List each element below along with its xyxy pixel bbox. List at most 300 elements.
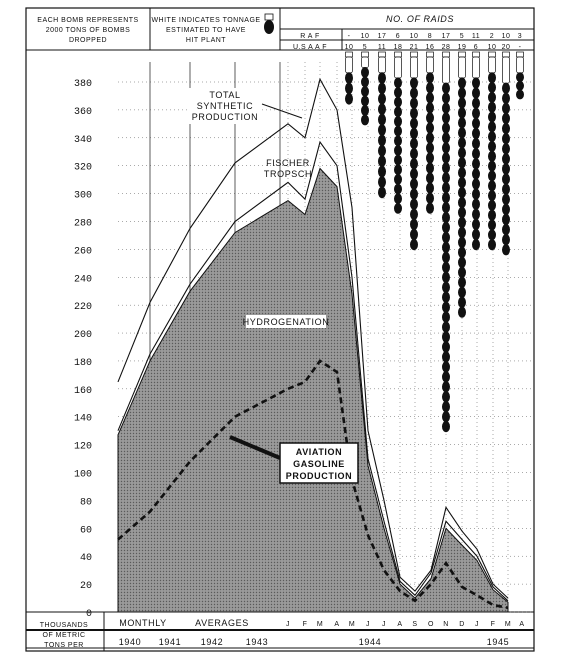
bomb-segment xyxy=(410,98,418,109)
bomb-segment xyxy=(442,212,450,223)
white-legend xyxy=(151,14,274,44)
bomb-segment xyxy=(502,93,510,104)
bomb-segment xyxy=(426,142,434,153)
bomb-segment xyxy=(442,341,450,352)
bomb-tail-fin xyxy=(411,52,418,57)
raf-count: 3 xyxy=(517,33,523,40)
bomb-segment xyxy=(502,194,510,205)
bomb-segment xyxy=(442,242,450,253)
month-label: F xyxy=(490,621,496,628)
bomb-legend-line: DROPPED xyxy=(68,37,108,44)
month-label: D xyxy=(459,621,465,628)
bomb-segment xyxy=(410,118,418,129)
raf-count: 10 xyxy=(360,33,370,40)
bomb-tail-fin xyxy=(395,52,402,57)
bomb-segment xyxy=(361,86,369,97)
year-1945-label: 1945 xyxy=(486,637,510,647)
bomb-segment xyxy=(410,88,418,99)
bomb-tail-fin xyxy=(379,52,386,57)
month-label: J xyxy=(366,621,370,628)
bomb-column xyxy=(458,52,466,318)
usaaf-count: 16 xyxy=(425,44,435,51)
bomb-segment xyxy=(378,72,386,84)
bomb-segment xyxy=(516,81,524,91)
bomb-segment xyxy=(442,93,450,104)
bomb-segment xyxy=(442,122,450,133)
bomb-segment xyxy=(472,199,480,210)
bomb-segment xyxy=(426,203,434,214)
bomb-segment xyxy=(458,237,466,248)
bomb-segment xyxy=(442,371,450,382)
annotation-line: TROPSCH xyxy=(263,169,313,179)
bomb-segment xyxy=(502,184,510,195)
bomb-segment xyxy=(394,203,402,214)
bomb-hit-portion xyxy=(459,57,466,78)
bomb-legend-icon xyxy=(264,14,274,34)
bomb-segment xyxy=(394,184,402,195)
bomb-segment xyxy=(442,272,450,283)
bomb-segment xyxy=(502,133,510,144)
bomb-segment xyxy=(488,92,496,103)
bomb-segment xyxy=(394,164,402,175)
raf-count: 5 xyxy=(459,33,465,40)
bomb-segment xyxy=(410,138,418,149)
usaaf-count: 11 xyxy=(377,44,387,51)
bomb-segment xyxy=(458,147,466,158)
bomb-segment xyxy=(378,83,386,95)
bomb-segment xyxy=(472,158,480,169)
total-synthetic-label xyxy=(188,88,262,124)
bomb-segment xyxy=(361,67,369,78)
bomb-segment xyxy=(472,77,480,88)
bomb-tail-fin xyxy=(489,52,496,57)
annotation-line: FISCHER xyxy=(266,158,310,168)
bomb-segment xyxy=(394,116,402,127)
bomb-segment xyxy=(442,132,450,143)
bomb-segment xyxy=(378,166,386,178)
bomb-segment xyxy=(502,123,510,134)
usaaf-count: 6 xyxy=(473,44,479,51)
bomb-segment xyxy=(502,244,510,255)
bomb-segment xyxy=(361,77,369,88)
bomb-segment xyxy=(502,153,510,164)
bomb-segment xyxy=(426,193,434,204)
bomb-segment xyxy=(458,197,466,208)
bomb-column xyxy=(472,52,480,250)
bomb-segment xyxy=(502,163,510,174)
bomb-segment xyxy=(472,229,480,240)
bomb-segment xyxy=(426,102,434,113)
year-label: 1941 xyxy=(158,637,182,647)
bomb-column xyxy=(345,52,353,105)
bomb-segment xyxy=(378,155,386,167)
raf-count: 2 xyxy=(489,33,495,40)
bomb-segment xyxy=(472,118,480,129)
month-label: M xyxy=(504,621,512,628)
bomb-segment xyxy=(488,112,496,123)
bomb-segment xyxy=(410,168,418,179)
bomb-segment xyxy=(378,135,386,147)
y-tick-label: 340 xyxy=(73,134,92,146)
bomb-segment xyxy=(410,229,418,240)
bomb-segment xyxy=(442,262,450,273)
bomb-segment xyxy=(502,83,510,94)
month-label: N xyxy=(443,621,449,628)
y-tick-label: 320 xyxy=(73,162,92,174)
bomb-tail-fin xyxy=(473,52,480,57)
x-axis-labels xyxy=(119,621,525,647)
bomb-segment xyxy=(472,189,480,200)
bomb-segment xyxy=(458,307,466,318)
usaaf-count: 5 xyxy=(362,44,368,51)
bomb-segment xyxy=(394,126,402,137)
bomb-segment xyxy=(472,88,480,99)
bomb-tail-fin xyxy=(443,52,450,57)
bomb-segment xyxy=(442,152,450,163)
bomb-segment xyxy=(488,141,496,152)
bomb-segment xyxy=(442,292,450,303)
bomb-segment xyxy=(442,112,450,123)
bomb-tail-fin xyxy=(346,52,353,57)
bomb-segment xyxy=(442,172,450,183)
bomb-segment xyxy=(378,93,386,105)
bomb-segment xyxy=(458,137,466,148)
bomb-segment xyxy=(442,142,450,153)
month-label: M xyxy=(316,621,324,628)
bomb-segment xyxy=(488,72,496,83)
y-tick-label: 260 xyxy=(73,246,92,258)
averages-label: AVERAGES xyxy=(195,618,249,628)
bomb-segment xyxy=(458,127,466,138)
bomb-segment xyxy=(426,183,434,194)
annotation-line: GASOLINE xyxy=(293,459,345,469)
bomb-tail-fin xyxy=(427,52,434,57)
bomb-column xyxy=(426,52,434,214)
annotation-line: PRODUCTION xyxy=(191,112,259,122)
bomb-hit-portion xyxy=(427,57,434,73)
bomb-segment xyxy=(378,145,386,157)
raf-count: 10 xyxy=(409,33,419,40)
year-1944-label: 1944 xyxy=(358,637,382,647)
y-tick-label: 0 xyxy=(85,609,92,620)
bomb-segment xyxy=(442,232,450,243)
raids-title: NO. OF RAIDS xyxy=(385,14,455,24)
fischer-tropsch-label xyxy=(264,158,312,179)
raf-label: R A F xyxy=(300,33,320,40)
white-legend-line: HIT PLANT xyxy=(185,37,227,44)
usaaf-count: 10 xyxy=(487,44,497,51)
bomb-segment xyxy=(442,252,450,263)
y-tick-label: 80 xyxy=(79,497,92,509)
bomb-segment xyxy=(394,174,402,185)
bomb-segment xyxy=(488,102,496,113)
y-tick-label: 160 xyxy=(73,385,92,397)
y-tick-label: 220 xyxy=(73,302,92,314)
bomb-segment xyxy=(458,287,466,298)
bomb-segment xyxy=(345,93,353,105)
bomb-segment xyxy=(442,351,450,362)
bomb-segment xyxy=(378,187,386,199)
y-tick-label: 240 xyxy=(73,274,92,286)
bomb-column xyxy=(502,52,510,255)
bomb-tail-fin xyxy=(362,52,369,57)
month-label: O xyxy=(428,621,434,628)
usaaf-label: U.S A A F xyxy=(292,44,328,51)
bomb-segment xyxy=(442,162,450,173)
bomb-segment xyxy=(345,83,353,95)
bomb-segment xyxy=(472,138,480,149)
bomb-hit-portion xyxy=(411,57,418,78)
hydrogenation-label xyxy=(243,315,330,328)
bomb-column xyxy=(488,52,496,250)
bomb-legend xyxy=(37,17,138,44)
monthly-label: MONTHLY xyxy=(119,618,167,628)
month-label: M xyxy=(348,621,356,628)
y-tick-label: 380 xyxy=(73,79,92,90)
bomb-segment xyxy=(394,135,402,146)
bomb-tail-fin xyxy=(503,52,510,57)
y-tick-label: 120 xyxy=(73,441,92,453)
bomb-segment xyxy=(458,97,466,108)
unit-line: TONS PER xyxy=(44,642,84,649)
bomb-segment xyxy=(488,151,496,162)
bomb-segment xyxy=(442,322,450,333)
bomb-segment xyxy=(410,108,418,119)
month-label: A xyxy=(334,621,340,628)
bomb-segment xyxy=(488,229,496,240)
bomb-segment xyxy=(442,381,450,392)
raf-count: 17 xyxy=(441,33,451,40)
annotation-line: HYDROGENATION xyxy=(242,317,330,327)
bomb-segment xyxy=(458,267,466,278)
bomb-segment xyxy=(426,132,434,143)
bomb-segment xyxy=(502,204,510,215)
usaaf-count: 28 xyxy=(441,44,451,51)
bomb-segment xyxy=(488,200,496,211)
bomb-segment xyxy=(458,87,466,98)
bomb-segment xyxy=(502,113,510,124)
bomb-segment xyxy=(472,219,480,230)
bomb-hit-portion xyxy=(346,57,353,73)
bomb-segment xyxy=(458,247,466,258)
y-tick-label: 40 xyxy=(79,553,92,565)
bomb-segment xyxy=(458,217,466,228)
bomb-hit-portion xyxy=(517,57,524,73)
bomb-segment xyxy=(502,224,510,235)
bomb-segment xyxy=(516,90,524,100)
usaaf-count: 20 xyxy=(501,44,511,51)
y-tick-label: 100 xyxy=(73,469,92,481)
bomb-segment xyxy=(488,131,496,142)
bomb-segment xyxy=(488,239,496,250)
bomb-segment xyxy=(410,209,418,220)
bomb-segment xyxy=(361,115,369,126)
bomb-segment xyxy=(488,220,496,231)
bomb-segment xyxy=(410,189,418,200)
month-label: A xyxy=(519,621,525,628)
usaaf-count: 10 xyxy=(344,44,354,51)
year-label: 1940 xyxy=(118,637,142,647)
bomb-hit-portion xyxy=(362,57,369,68)
bomb-segment xyxy=(442,83,450,94)
unit-label xyxy=(40,622,88,649)
white-legend-line: WHITE INDICATES TONNAGE xyxy=(151,17,261,24)
bomb-segment xyxy=(426,173,434,184)
bomb-segment xyxy=(394,145,402,156)
y-tick-label: 200 xyxy=(73,330,92,342)
white-legend-line: ESTIMATED TO HAVE xyxy=(166,27,246,34)
bomb-segment xyxy=(426,82,434,93)
bomb-segment xyxy=(458,117,466,128)
bomb-segment xyxy=(502,174,510,185)
total-pointer xyxy=(262,104,302,118)
month-label: A xyxy=(397,621,403,628)
bomb-segment xyxy=(410,77,418,88)
bomb-legend-line: 2000 TONS OF BOMBS xyxy=(45,27,131,34)
usaaf-count: - xyxy=(518,44,522,51)
bomb-segment xyxy=(394,193,402,204)
bomb-segment xyxy=(378,103,386,115)
bomb-segment xyxy=(488,82,496,93)
annotation-line: TOTAL xyxy=(209,90,241,100)
usaaf-count: 19 xyxy=(457,44,467,51)
bomb-segment xyxy=(410,128,418,139)
unit-line: THOUSANDS xyxy=(39,622,89,629)
usaaf-count: 21 xyxy=(409,44,419,51)
raf-count: - xyxy=(347,33,351,40)
bomb-segment xyxy=(345,72,353,84)
bomb-column xyxy=(378,52,386,198)
bomb-segment xyxy=(442,421,450,432)
bomb-segment xyxy=(472,98,480,109)
bomb-segment xyxy=(488,180,496,191)
bomb-legend-line: EACH BOMB REPRESENTS xyxy=(37,17,139,24)
y-tick-label: 20 xyxy=(79,581,92,593)
bomb-tail-fin xyxy=(459,52,466,57)
bomb-segment xyxy=(442,192,450,203)
bomb-segment xyxy=(488,190,496,201)
raf-count: 17 xyxy=(377,33,387,40)
bomb-column xyxy=(410,52,418,250)
bomb-segment xyxy=(394,77,402,88)
bomb-segment xyxy=(458,107,466,118)
y-tick-label: 360 xyxy=(73,106,92,118)
bomb-hit-portion xyxy=(473,57,480,78)
bomb-segment xyxy=(394,97,402,108)
bomb-segment xyxy=(488,210,496,221)
y-tick-label: 140 xyxy=(73,413,92,425)
month-label: J xyxy=(382,621,386,628)
bomb-segment xyxy=(502,103,510,114)
annotation-line: AVIATION xyxy=(295,447,343,457)
month-label: J xyxy=(475,621,479,628)
bomb-tail-fin xyxy=(517,52,524,57)
bomb-segment xyxy=(458,297,466,308)
bomb-segment xyxy=(426,92,434,103)
raf-count: 6 xyxy=(395,33,401,40)
bomb-segment xyxy=(502,214,510,225)
bomb-segment xyxy=(442,331,450,342)
annotation-line: SYNTHETIC xyxy=(196,101,254,111)
bomb-segment xyxy=(394,87,402,98)
bomb-segment xyxy=(442,202,450,213)
bomb-segment xyxy=(442,282,450,293)
bomb-columns xyxy=(345,52,524,432)
bomb-segment xyxy=(378,114,386,126)
year-label: 1942 xyxy=(200,637,224,647)
bomb-segment xyxy=(410,158,418,169)
bomb-segment xyxy=(410,239,418,250)
bomb-segment xyxy=(442,361,450,372)
bomb-segment xyxy=(488,170,496,181)
bomb-segment xyxy=(442,401,450,412)
month-label: S xyxy=(412,621,418,628)
bomb-hit-portion xyxy=(379,57,386,73)
y-tick-label: 60 xyxy=(79,525,92,537)
month-label: J xyxy=(286,621,290,628)
raid-counts xyxy=(345,33,523,51)
bomb-hit-portion xyxy=(489,57,496,73)
bomb-segment xyxy=(458,227,466,238)
bomb-segment xyxy=(442,312,450,323)
bomb-segment xyxy=(426,122,434,133)
bomb-segment xyxy=(458,177,466,188)
unit-line: OF METRIC xyxy=(42,632,86,639)
bomb-segment xyxy=(361,105,369,116)
bomb-segment xyxy=(458,77,466,88)
bomb-segment xyxy=(472,128,480,139)
bomb-hit-portion xyxy=(395,57,402,78)
bomb-column xyxy=(516,52,524,99)
bomb-segment xyxy=(458,257,466,268)
bomb-segment xyxy=(442,182,450,193)
bomb-segment xyxy=(458,157,466,168)
bomb-segment xyxy=(410,178,418,189)
bomb-segment xyxy=(426,163,434,174)
month-label: F xyxy=(302,621,308,628)
bomb-segment xyxy=(378,124,386,136)
bomb-column xyxy=(394,52,402,214)
raf-count: 8 xyxy=(427,33,433,40)
bomb-segment xyxy=(472,148,480,159)
raf-count: 11 xyxy=(471,33,481,40)
bomb-segment xyxy=(472,178,480,189)
bomb-segment xyxy=(516,72,524,82)
y-tick-label: 280 xyxy=(73,218,92,230)
bomb-segment xyxy=(394,106,402,117)
bomb-segment xyxy=(442,302,450,313)
annotation-line: PRODUCTION xyxy=(285,471,353,481)
bomb-segment xyxy=(458,187,466,198)
bomb-segment xyxy=(410,199,418,210)
bomb-segment xyxy=(458,277,466,288)
bomb-column xyxy=(442,52,450,432)
bomb-segment xyxy=(426,112,434,123)
bomb-segment xyxy=(426,72,434,83)
bomb-hit-portion xyxy=(503,57,510,83)
bomb-segment xyxy=(472,108,480,119)
bomb-segment xyxy=(458,207,466,218)
year-label: 1943 xyxy=(245,637,269,647)
bomb-segment xyxy=(502,143,510,154)
bomb-segment xyxy=(458,167,466,178)
bomb-segment xyxy=(361,96,369,107)
bomb-segment xyxy=(488,161,496,172)
bomb-segment xyxy=(442,411,450,422)
y-axis-ticks xyxy=(74,79,92,620)
bomb-segment xyxy=(394,155,402,166)
usaaf-count: 18 xyxy=(393,44,403,51)
